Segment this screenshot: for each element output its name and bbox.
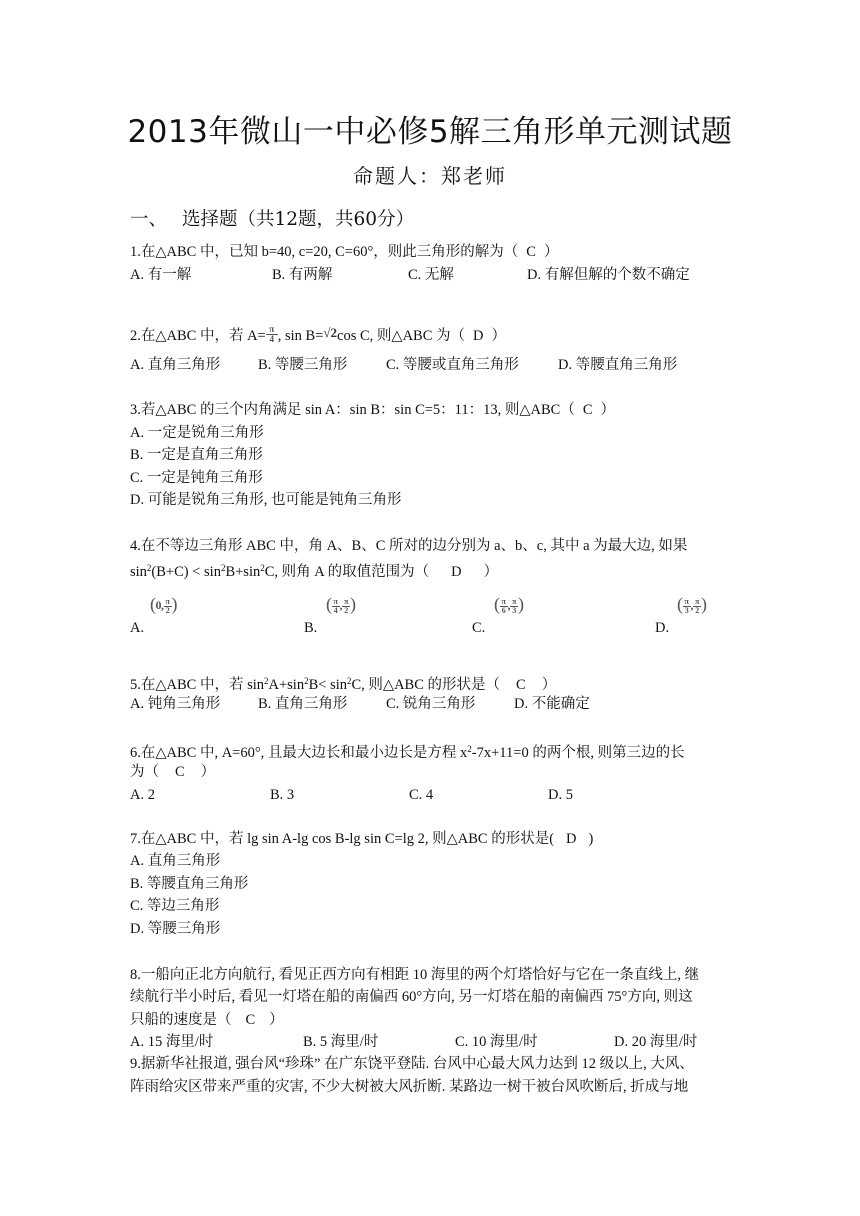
answer-letter: D [566, 831, 577, 847]
option-c: C. 4 [409, 787, 434, 803]
option-c: C. 无解 [408, 267, 454, 283]
question-6-stem-line-2: 为（ C ） [130, 764, 216, 780]
option-d: D. 等腰直角三角形 [558, 357, 678, 373]
option-a: A. 直角三角形 [130, 853, 221, 869]
option-b: B. 有两解 [272, 267, 333, 283]
question-2-stem: 2.在△ABC 中，若 A= $\frac{\pi}{4}$ , sin B=√2cos C, 则△ABC 为（ D ） [130, 323, 506, 344]
option-b: B. [304, 620, 318, 636]
interval-pi-over-4-pi-over-2-icon: $(\frac{\pi}{4},\frac{\pi}{2})$ [326, 594, 356, 615]
answer-letter: C [245, 1012, 256, 1028]
answer-letter: D [451, 564, 462, 580]
answer-letter: D [473, 328, 484, 344]
option-b: B. 3 [270, 787, 295, 803]
question-7-stem: 7.在△ABC 中，若 lg sin A-lg cos B-lg sin C=lg 2, 则△ABC 的形状是( D ) [130, 831, 594, 847]
answer-letter: C [175, 764, 185, 780]
answer-letter: C [526, 244, 536, 260]
option-d: D. 等腰三角形 [130, 921, 221, 937]
option-c: C. 一定是钝角三角形 [130, 470, 263, 486]
page-title: 2013年微山一中必修5解三角形单元测试题 [127, 114, 733, 150]
fraction-pi-over-4-icon: $\frac{\pi}{4}$ [266, 325, 278, 345]
option-b: B. 一定是直角三角形 [130, 447, 263, 463]
option-d: D. 不能确定 [514, 696, 590, 712]
option-d: D. 20 海里/时 [614, 1034, 698, 1050]
option-c: C. 10 海里/时 [455, 1034, 538, 1050]
question-4-stem-line-1: 4.在不等边三角形 ABC 中，角 A、B、C 所对的边分别为 a、b、c, 其中 a 为最大边, 如果 [130, 538, 688, 554]
interval-pi-over-3-pi-over-2-icon: $(\frac{\pi}{3},\frac{\pi}{2})$ [677, 594, 707, 615]
sqrt-2-icon: √2 [323, 325, 338, 340]
question-5-stem: 5.在△ABC 中，若 $\sin^2A+\sin^2B< \sin^2C$, 则△ABC 的形状是（ C ） [130, 676, 557, 693]
section-number: 一、 [130, 209, 168, 230]
question-8-stem-line-3: 只船的速度是（ C ） [130, 1012, 284, 1028]
option-c: C. 锐角三角形 [386, 696, 476, 712]
option-d: D. 可能是锐角三角形, 也可能是钝角三角形 [130, 492, 402, 508]
question-1-stem: 1.在△ABC 中，已知 b=40, c=20, C=60°，则此三角形的解为（ C ） [130, 244, 559, 260]
option-c: C. 等腰或直角三角形 [386, 357, 519, 373]
author-line: 命题人：郑老师 [353, 164, 507, 188]
interval-0-pi-over-2-icon: $(0,\frac{\pi}{2})$ [150, 594, 177, 615]
answer-letter: C [516, 677, 526, 693]
interval-pi-over-6-pi-over-3-icon: $(\frac{\pi}{6},\frac{\pi}{3})$ [494, 594, 524, 615]
option-c: C. [472, 620, 486, 636]
option-a: A. 2 [130, 787, 155, 803]
option-d: D. [655, 620, 670, 636]
question-8-stem-line-1: 8.一船向正北方向航行, 看见正西方向有相距 10 海里的两个灯塔恰好与它在一条直线上, 继 [130, 967, 700, 983]
answer-letter: C [582, 402, 593, 418]
option-a: A. 15 海里/时 [130, 1034, 214, 1050]
option-b: B. 5 海里/时 [303, 1034, 379, 1050]
option-a: A. [130, 620, 145, 636]
question-4-stem-line-2: $\sin^2(B+C) < \sin^2B+\sin^2C$, 则角 A 的取值范围为（ D ） [130, 563, 499, 580]
question-6-stem-line-1: 6.在△ABC 中, A=60°, 且最大边长和最小边长是方程 $x^2-7x+11=0$ 的两个根, 则第三边的长 [130, 744, 685, 761]
option-b: B. 等腰直角三角形 [130, 876, 249, 892]
option-a: A. 钝角三角形 [130, 696, 221, 712]
question-9-stem-line-1: 9.据新华社报道, 强台风“珍珠” 在广东饶平登陆. 台风中心最大风力达到 12 级以上, 大风、 [130, 1056, 694, 1072]
section-label: 选择题（共12题，共60分） [182, 209, 415, 230]
option-a: A. 直角三角形 [130, 357, 221, 373]
option-d: D. 有解但解的个数不确定 [527, 267, 690, 283]
option-c: C. 等边三角形 [130, 898, 220, 914]
question-9-stem-line-2: 阵雨给灾区带来严重的灾害, 不少大树被大风折断. 某路边一树干被台风吹断后, 折成与地 [130, 1079, 689, 1095]
option-d: D. 5 [548, 787, 573, 803]
question-3-stem: 3.若△ABC 的三个内角满足 sin A：sin B：sin C=5：11：13, 则△ABC（ C ） [130, 402, 616, 418]
option-a: A. 有一解 [130, 267, 192, 283]
option-a: A. 一定是锐角三角形 [130, 425, 264, 441]
question-8-stem-line-2: 续航行半小时后, 看见一灯塔在船的南偏西 60°方向, 另一灯塔在船的南偏西 75°方向, 则这 [130, 989, 693, 1005]
option-b: B. 直角三角形 [258, 696, 348, 712]
section-heading [130, 205, 414, 231]
option-b: B. 等腰三角形 [258, 357, 348, 373]
